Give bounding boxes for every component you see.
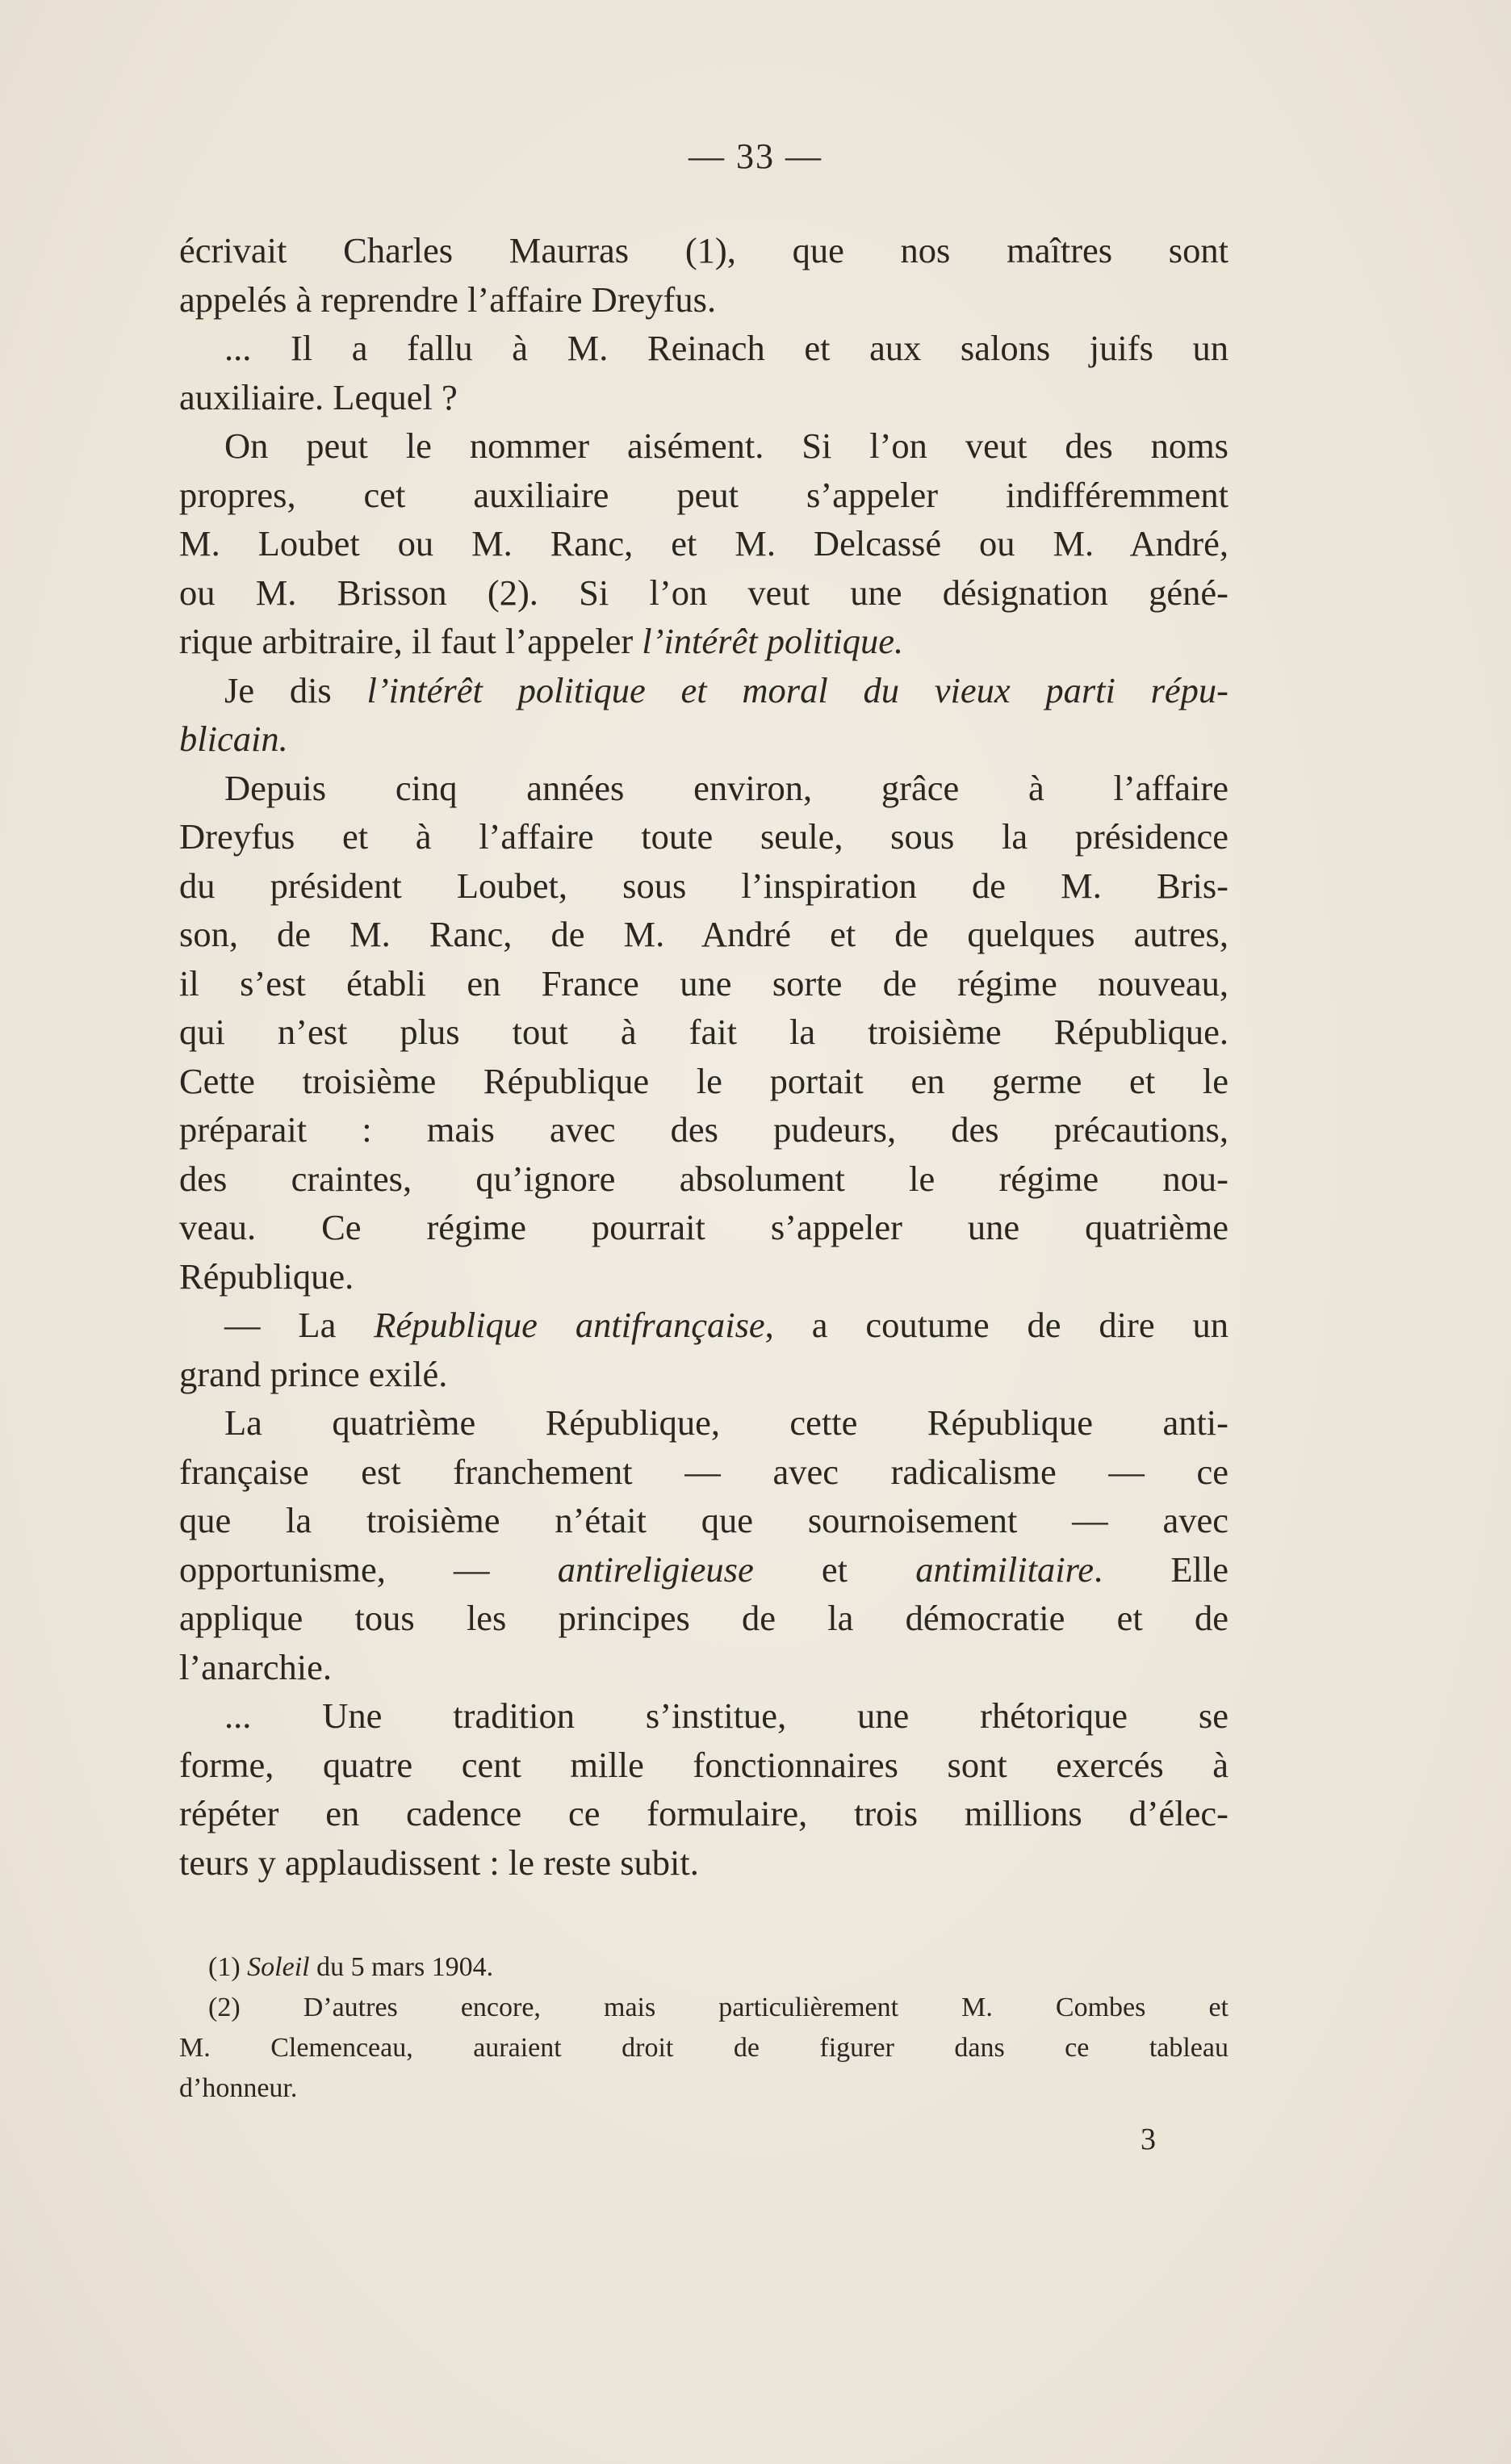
text-line: l’anarchie. [179, 1646, 332, 1687]
footnotes [179, 1947, 1228, 2109]
text-line: du président Loubet, sous l’inspiration de M. Bris- [179, 865, 1228, 906]
text-line: Depuis cinq années environ, grâce à l’affaire [224, 767, 1228, 808]
text-line: auxiliaire. Lequel ? [179, 376, 458, 417]
body-text [179, 226, 1228, 1887]
text-line: son, de M. Ranc, de M. André et de quelques autres, [179, 914, 1228, 954]
footnote-2-cont: M. Clemenceau, auraient droit de figurer dans ce tableau [179, 2033, 1228, 2063]
text-line: teurs y applaudissent : le reste subit. [179, 1842, 699, 1883]
text-line: que la troisième n’était que sournoisement — avec [179, 1500, 1228, 1540]
text-line: répéter en cadence ce formulaire, trois millions d’élec- [179, 1793, 1228, 1833]
text-line: M. Loubet ou M. Ranc, et M. Delcassé ou M. André, [179, 523, 1228, 564]
text-line: ou M. Brisson (2). Si l’on veut une désignation géné- [179, 572, 1228, 613]
text-line: La quatrième République, cette République anti- [224, 1402, 1228, 1443]
text-line: propres, cet auxiliaire peut s’appeler indifféremment [179, 474, 1228, 515]
text-line: ... Il a fallu à M. Reinach et aux salons juifs un [224, 328, 1228, 368]
footnote-1: (1) Soleil du 5 mars 1904. [208, 1952, 494, 1982]
text-line: des craintes, qu’ignore absolument le régime nou- [179, 1158, 1228, 1199]
footnote-2: (2) D’autres encore, mais particulièrement M. Combes et [208, 1993, 1228, 2022]
text-line: Je dis l’intérêt politique et moral du vieux parti répu- [224, 669, 1229, 710]
text-line: française est franchement — avec radicalisme — ce [179, 1451, 1228, 1492]
page-number: — 33 — [689, 136, 822, 176]
footnote-2-end: d’honneur. [179, 2073, 298, 2103]
text-line: — La République antifrançaise, a coutume de dire un [224, 1305, 1228, 1345]
text-line: Cette troisième République le portait en germe et le [179, 1060, 1228, 1101]
text-line: forme, quatre cent mille fonctionnaires sont exercés à [179, 1744, 1228, 1785]
text-line: On peut le nommer aisément. Si l’on veut des noms [224, 425, 1228, 466]
text-line: Dreyfus et à l’affaire toute seule, sous la présidence [179, 816, 1228, 857]
text-line: appelés à reprendre l’affaire Dreyfus. [179, 279, 717, 320]
text-line: ... Une tradition s’institue, une rhétorique se [224, 1695, 1228, 1736]
text-line: veau. Ce régime pourrait s’appeler une quatrième [179, 1207, 1228, 1247]
text-line: qui n’est plus tout à fait la troisième République. [179, 1012, 1228, 1052]
text-line: blicain. [179, 719, 288, 759]
text-line: rique arbitraire, il faut l’appeler l’intérêt politique. [179, 621, 904, 661]
text-line: opportunisme, — antireligieuse et antimilitaire. Elle [179, 1548, 1228, 1590]
signature-mark: 3 [1141, 2122, 1156, 2156]
text-line: préparait : mais avec des pudeurs, des précautions, [179, 1109, 1228, 1150]
text-line: écrivait Charles Maurras (1), que nos maîtres sont [179, 230, 1228, 270]
text-line: applique tous les principes de la démocratie et de [179, 1598, 1228, 1638]
text-line: il s’est établi en France une sorte de régime nouveau, [179, 962, 1228, 1004]
text-line: République. [179, 1255, 354, 1297]
text-line: grand prince exilé. [179, 1353, 448, 1394]
